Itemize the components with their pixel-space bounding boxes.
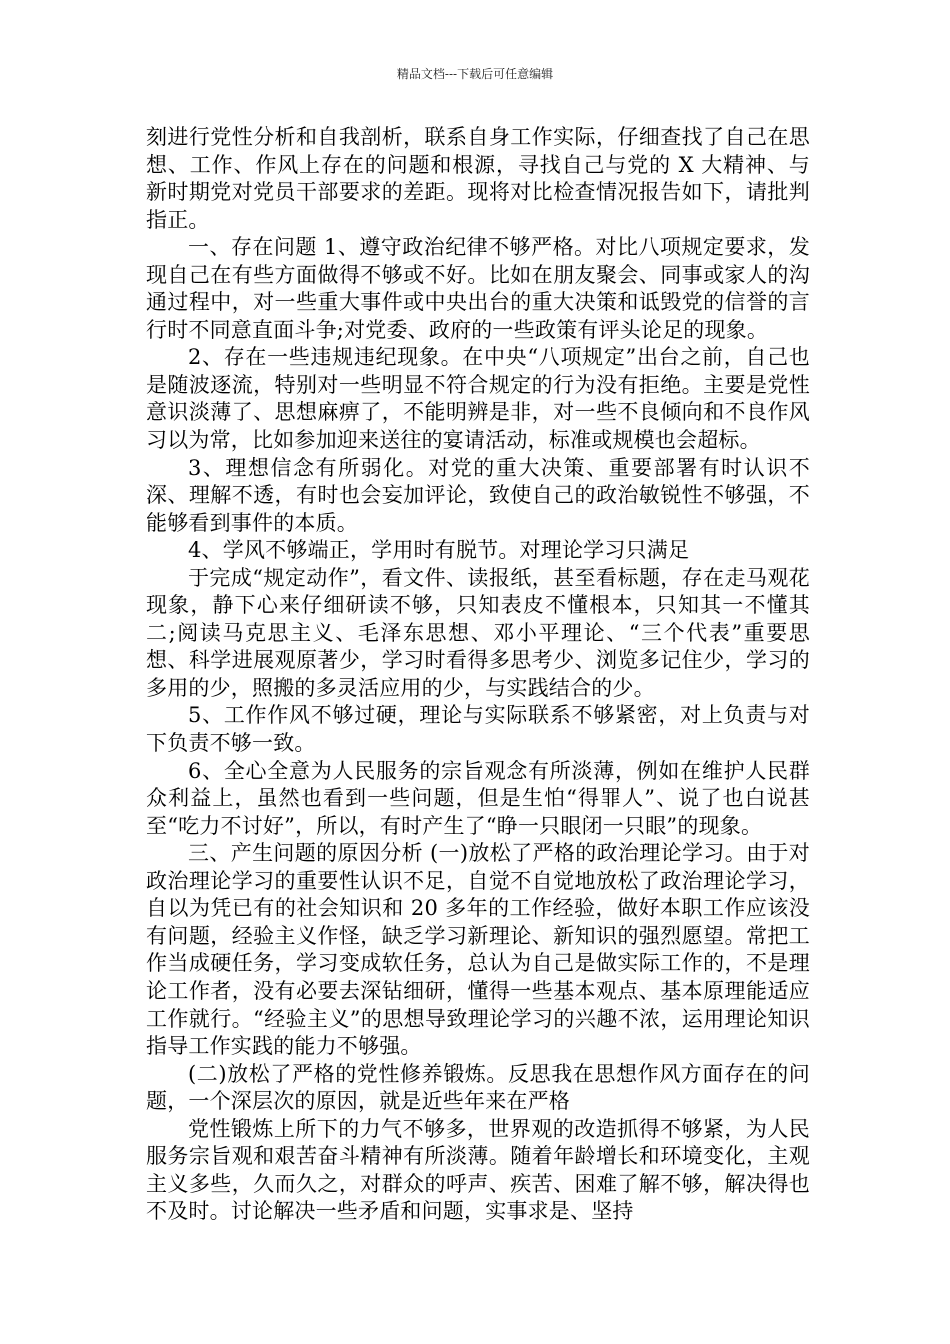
- paragraph-5: 4、学风不够端正，学用时有脱节。对理论学习只满足: [188, 538, 690, 563]
- paragraph-3: 2、存在一些违规违纪现象。在中央“八项规定”出台之前，自己也是随波逐流，特别对一些明显不符合规定的行为没有拒绝。主要是党性意识淡薄了、思想麻痹了，不能明辨是非，对一些不良倾向和不良作风习以为常，比如参加迎来送往的宴请活动，标准或规模也会超标。: [146, 345, 810, 453]
- paragraph-6: 于完成“规定动作”，看文件、读报纸，甚至看标题，存在走马观花现象，静下心来仔细研读不够，只知表皮不懂根本，只知其一不懂其二;阅读马克思主义、毛泽东思想、邓小平理论、“三个代表”重要思想、科学进展观原著少，学习时看得多思考少、浏览多记住少，学习的多用的少，照搬的多灵活应用的少，与实践结合的少。: [146, 565, 810, 700]
- paragraph-10: (二)放松了严格的党性修养锻炼。反思我在思想作风方面存在的问题，一个深层次的原因，就是近些年来在严格: [146, 1061, 810, 1114]
- paragraph-1: 刻进行党性分析和自我剖析，联系自身工作实际，仔细查找了自己在思想、工作、作风上存在的问题和根源，寻找自己与党的 X 大精神、与新时期党对党员干部要求的差距。现将对比检查情况报告如下，请批判指正。: [146, 125, 810, 232]
- paragraph-4: 3、理想信念有所弱化。对党的重大决策、重要部署有时认识不深、理解不透，有时也会妄加评论，致使自己的政治敏锐性不够强，不能够看到事件的本质。: [146, 455, 810, 535]
- document-body: [146, 124, 810, 1226]
- paragraph-9: 三、产生问题的原因分析 (一)放松了严格的政治理论学习。由于对政治理论学习的重要性认识不足，自觉不自觉地放松了政治理论学习，自以为凭已有的社会知识和 20 多年的工作经验，做好本职工作应该没有问题，经验主义作怪，缺乏学习新理论、新知识的强烈愿望。常把工作当成硬任务，学习变成软任务，总认为自己是做实际工作的，不是理论工作者，没有必要去深钻细研，懂得一些基本观点、基本原理能适应工作就行。“经验主义”的思想导致理论学习的兴趣不浓，运用理论知识指导工作实践的能力不够强。: [146, 841, 810, 1059]
- paragraph-8: 6、全心全意为人民服务的宗旨观念有所淡薄，例如在维护人民群众利益上，虽然也看到一些问题，但是生怕“得罪人”、说了也白说甚至“吃力不讨好”，所以，有时产生了“睁一只眼闭一只眼”的现象。: [146, 758, 810, 838]
- page-header: 精品文档---下载后可任意编辑: [396, 67, 554, 81]
- paragraph-11: 党性锻炼上所下的力气不够多，世界观的改造抓得不够紧，为人民服务宗旨观和艰苦奋斗精神有所淡薄。随着年龄增长和环境变化，主观主义多些，久而久之，对群众的呼声、疾苦、困难了解不够，解决得也不及时。讨论解决一些矛盾和问题，实事求是、坚持: [146, 1116, 810, 1224]
- paragraph-2: 一、存在问题 1、遵守政治纪律不够严格。对比八项规定要求，发现自己在有些方面做得不够或不好。比如在朋友聚会、同事或家人的沟通过程中，对一些重大事件或中央出台的重大决策和诋毁党的信誉的言行时不同意直面斗争;对党委、政府的一些政策有评头论足的现象。: [146, 235, 810, 342]
- paragraph-7: 5、工作作风不够过硬，理论与实际联系不够紧密，对上负责与对下负责不够一致。: [146, 703, 810, 756]
